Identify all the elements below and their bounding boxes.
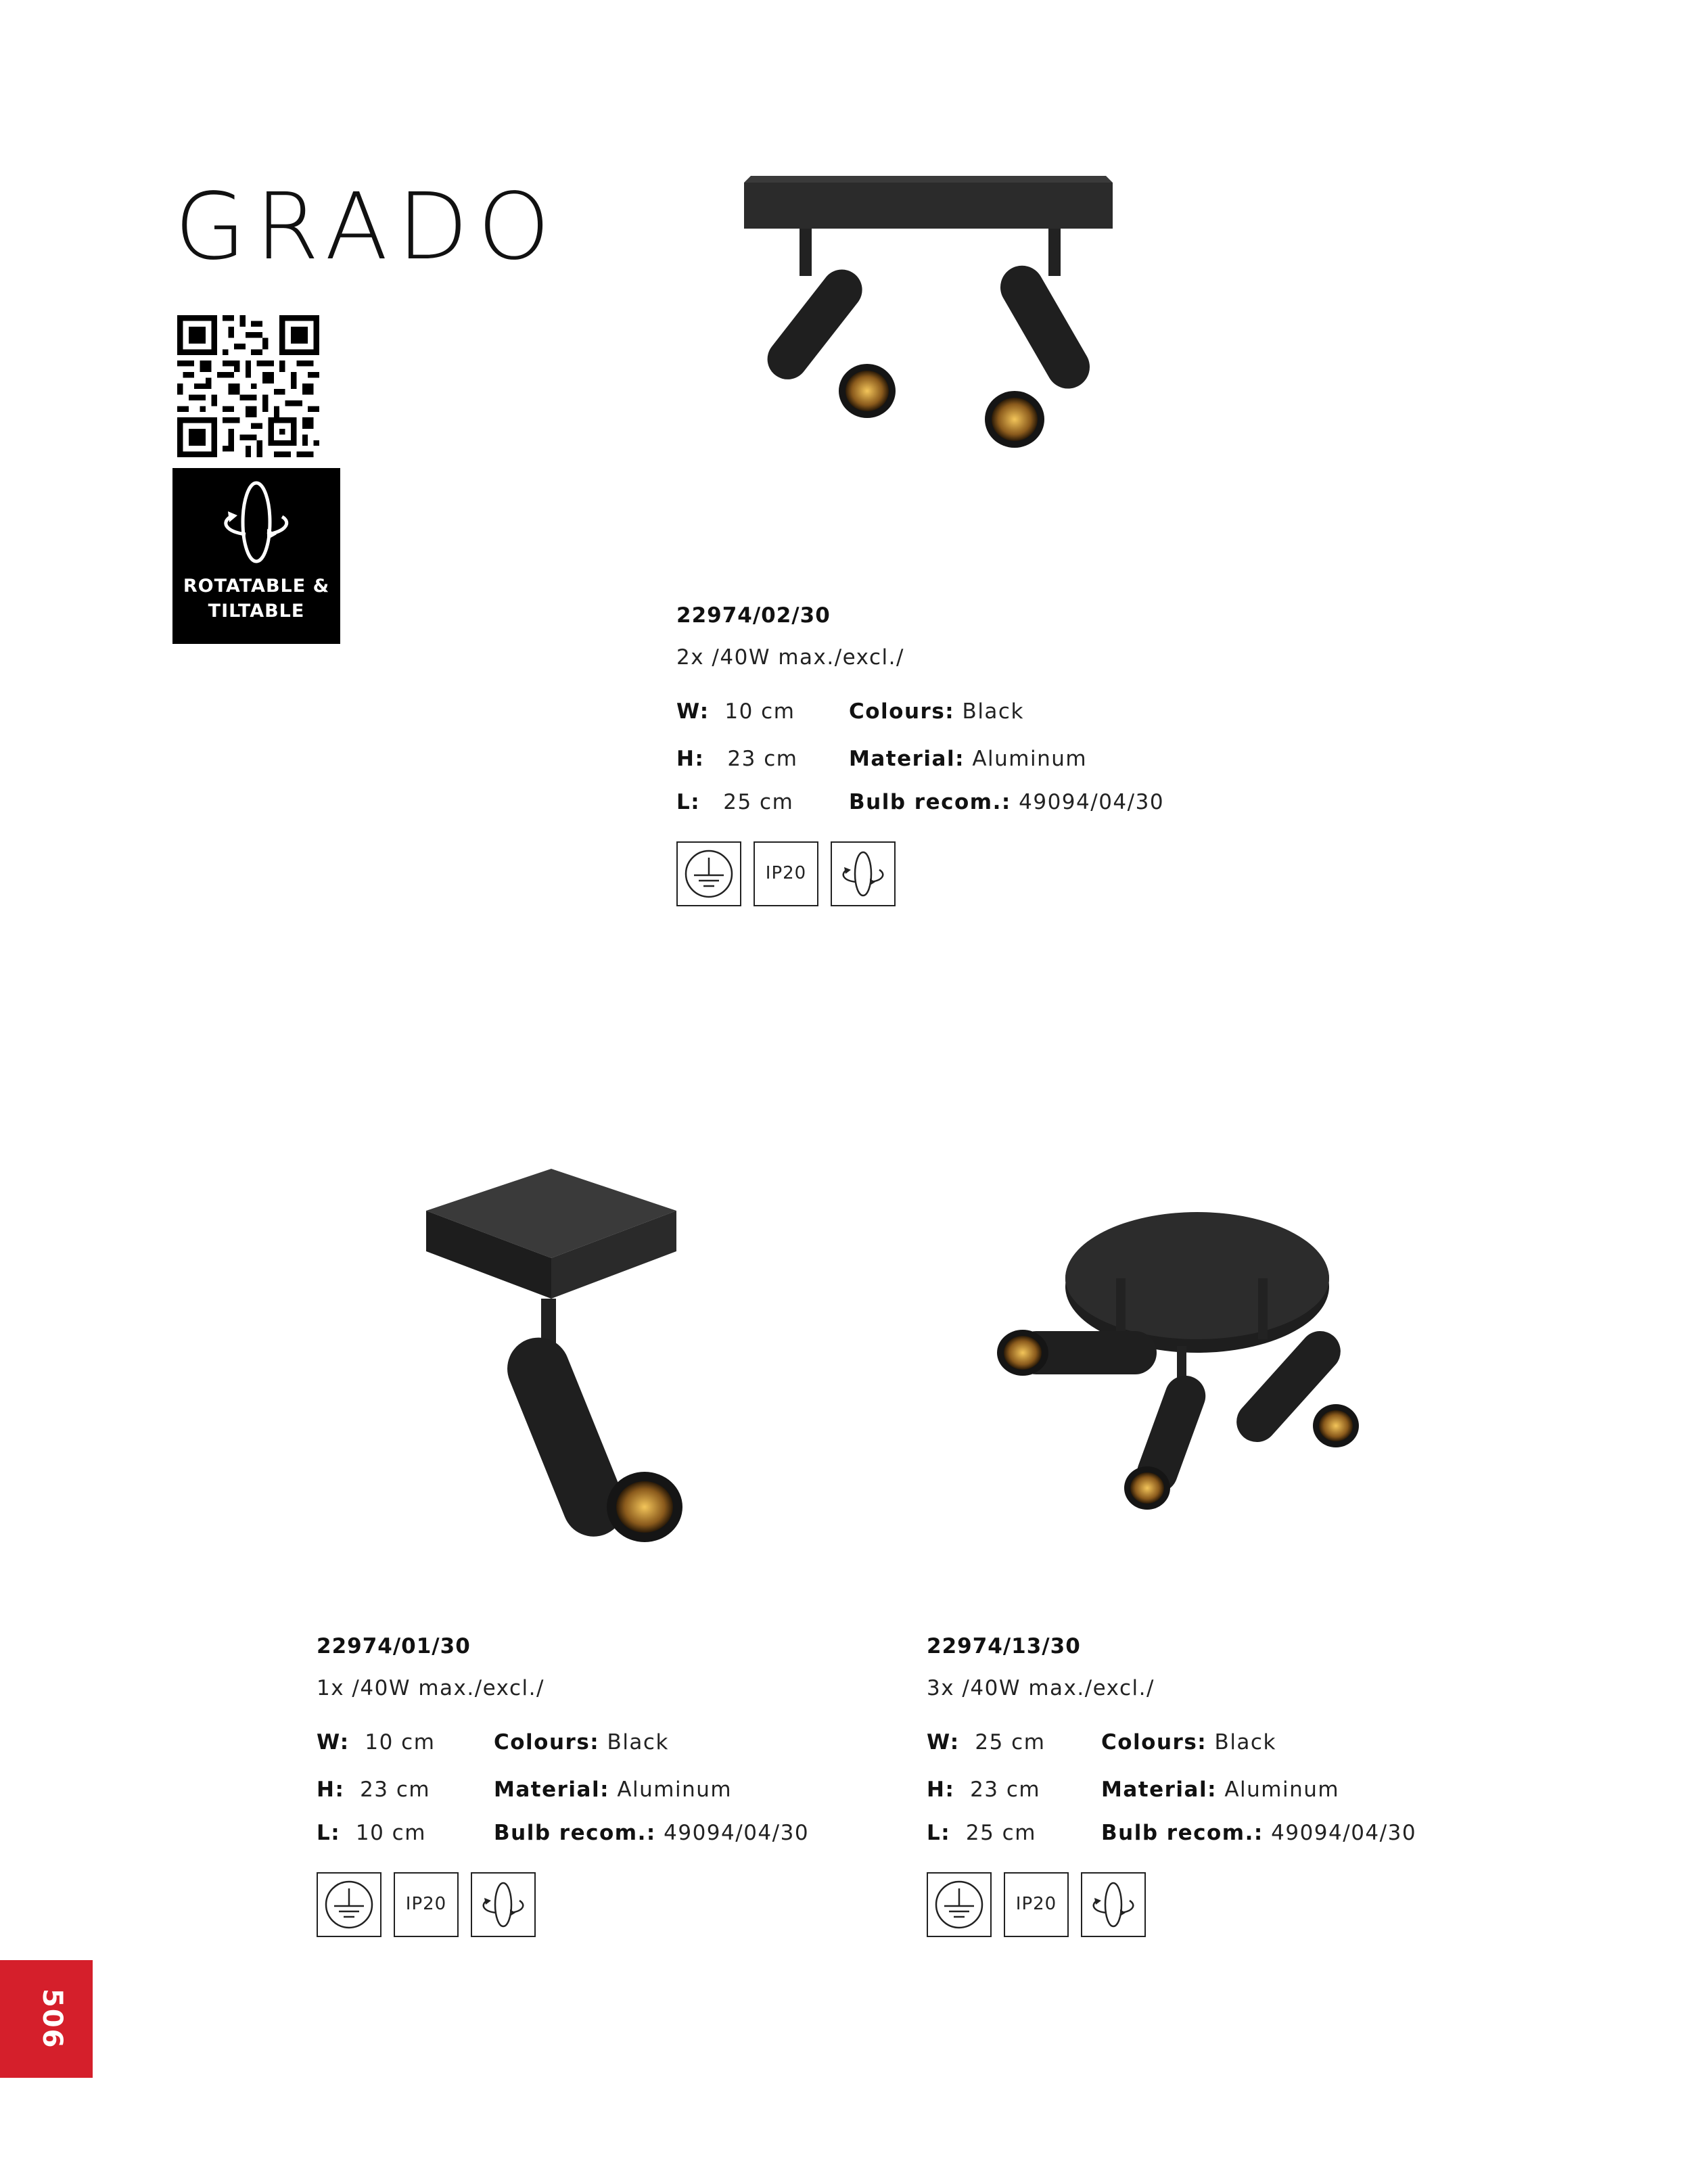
earth-ground-icon: [927, 1872, 992, 1937]
length-label: L:: [317, 1821, 341, 1845]
bulb-value: 49094/04/30: [664, 1821, 810, 1845]
colours-label: Colours:: [849, 699, 955, 724]
length-value: 25 cm: [965, 1821, 1036, 1845]
colours-value: Black: [607, 1730, 669, 1755]
length-value: 25 cm: [723, 790, 794, 814]
product-22974-02-30: [676, 603, 1285, 883]
width-value: 10 cm: [365, 1730, 436, 1755]
width-label: W:: [317, 1730, 350, 1755]
length-label: L:: [927, 1821, 951, 1845]
length-value: 10 cm: [355, 1821, 426, 1845]
ip20-icon: [394, 1872, 459, 1937]
rotate-tilt-icon: [1081, 1872, 1146, 1937]
product-image-1-spot: [416, 1150, 700, 1542]
colours-value: Black: [1214, 1730, 1276, 1755]
product-power: 3x /40W max./excl./: [927, 1676, 1155, 1700]
ip-rating: IP20: [1015, 1894, 1057, 1914]
colours-label: Colours:: [1101, 1730, 1207, 1755]
badge-label-line2: TILTABLE: [208, 601, 305, 622]
page-number: 506: [37, 1989, 68, 2049]
colours-label: Colours:: [494, 1730, 600, 1755]
colours-value: Black: [962, 699, 1024, 724]
product-22974-01-30: [317, 1634, 925, 1914]
width-value: 25 cm: [975, 1730, 1046, 1755]
product-power: 1x /40W max./excl./: [317, 1676, 545, 1700]
height-label: H:: [676, 747, 705, 771]
product-code: 22974/02/30: [676, 603, 831, 628]
product-image-3-spot: [974, 1211, 1373, 1522]
bulb-label: Bulb recom.:: [849, 790, 1011, 814]
product-code: 22974/01/30: [317, 1634, 471, 1658]
length-label: L:: [676, 790, 701, 814]
width-value: 10 cm: [724, 699, 795, 724]
width-label: W:: [676, 699, 710, 724]
page-number-tab: [0, 1960, 93, 2078]
product-image-2-spot: [717, 169, 1150, 467]
material-value: Aluminum: [972, 747, 1088, 771]
product-22974-13-30: [927, 1634, 1535, 1914]
material-value: Aluminum: [617, 1778, 733, 1802]
material-label: Material:: [1101, 1778, 1217, 1802]
width-label: W:: [927, 1730, 960, 1755]
ip-rating: IP20: [765, 863, 807, 883]
bulb-value: 49094/04/30: [1271, 1821, 1417, 1845]
page-title: GRADO: [175, 174, 560, 281]
ip-rating: IP20: [405, 1894, 447, 1914]
material-value: Aluminum: [1224, 1778, 1340, 1802]
height-value: 23 cm: [727, 747, 798, 771]
rotate-tilt-icon: [831, 841, 896, 906]
height-value: 23 cm: [970, 1778, 1041, 1802]
bulb-value: 49094/04/30: [1019, 790, 1165, 814]
earth-ground-icon: [317, 1872, 381, 1937]
material-label: Material:: [849, 747, 965, 771]
earth-ground-icon: [676, 841, 741, 906]
badge-label-line1: ROTATABLE &: [183, 576, 330, 597]
height-label: H:: [927, 1778, 955, 1802]
material-label: Material:: [494, 1778, 609, 1802]
rotatable-tiltable-badge: [172, 468, 340, 644]
ip20-icon: [754, 841, 818, 906]
height-value: 23 cm: [360, 1778, 431, 1802]
height-label: H:: [317, 1778, 345, 1802]
ip20-icon: [1004, 1872, 1069, 1937]
rotate-tilt-icon: [471, 1872, 536, 1937]
bulb-label: Bulb recom.:: [494, 1821, 656, 1845]
qr-code[interactable]: [177, 315, 319, 457]
product-code: 22974/13/30: [927, 1634, 1081, 1658]
bulb-label: Bulb recom.:: [1101, 1821, 1264, 1845]
product-power: 2x /40W max./excl./: [676, 645, 904, 670]
rotate-tilt-icon: [216, 475, 297, 570]
